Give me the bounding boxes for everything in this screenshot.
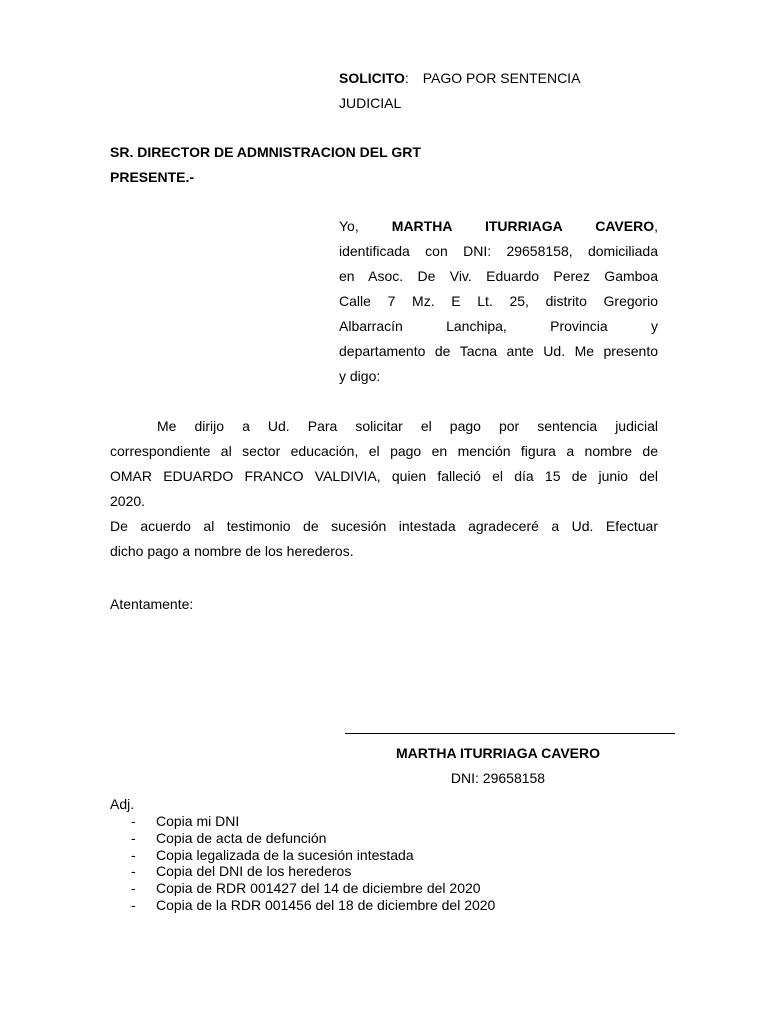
body-line-2: correspondiente al sector educación, el pago en mención figura a nombre de <box>110 443 658 459</box>
bullet-dash: - <box>131 863 136 880</box>
addressee-line-2: PRESENTE.- <box>110 169 195 185</box>
closing-text: Atentamente: <box>110 596 194 612</box>
intro-line-5: departamento de Tacna ante Ud. Me presento <box>339 343 658 359</box>
bullet-dash: - <box>131 896 136 913</box>
attachment-text: Copia de la RDR 001456 del 18 de diciembre del 2020 <box>156 896 496 913</box>
attachments-list <box>110 813 495 914</box>
body-line-4: 2020. <box>110 493 146 509</box>
bullet-dash: - <box>131 829 136 846</box>
intro-line-0 <box>339 214 658 239</box>
signature-name: MARTHA ITURRIAGA CAVERO <box>395 745 601 761</box>
attachment-text: Copia de acta de defunción <box>156 829 327 846</box>
signature-dni: DNI: 29658158 <box>450 770 546 786</box>
bullet-dash: - <box>131 846 136 863</box>
intro-line-6: y digo: <box>339 368 381 384</box>
subject-text-line-1: PAGO POR SENTENCIA <box>422 70 581 86</box>
attachment-item <box>110 863 495 880</box>
intro-yo: Yo, <box>339 218 359 234</box>
intro-comma: , <box>654 218 658 234</box>
bullet-dash: - <box>131 880 136 897</box>
addressee-line-1: SR. DIRECTOR DE ADMNISTRACION DEL GRT <box>110 144 421 160</box>
subject-text-line-2: JUDICIAL <box>339 95 402 111</box>
intro-sender-name: MARTHA ITURRIAGA CAVERO <box>391 218 655 234</box>
body-line-3: OMAR EDUARDO FRANCO VALDIVIA, quien falleció el día 15 de junio del <box>110 468 658 484</box>
subject-line-1 <box>339 66 659 91</box>
body-line-5: De acuerdo al testimonio de sucesión intestada agradeceré a Ud. Efectuar <box>110 518 658 534</box>
intro-line-1: identificada con DNI: 29658158, domiciliada <box>339 243 658 259</box>
bullet-dash: - <box>131 813 136 829</box>
body-line-6: dicho pago a nombre de los herederos. <box>110 543 354 559</box>
attachment-text: Copia legalizada de la sucesión intestada <box>156 846 414 863</box>
subject-block <box>339 66 659 116</box>
intro-line-3: Calle 7 Mz. E Lt. 25, distrito Gregorio <box>339 293 658 309</box>
subject-colon: : <box>404 70 409 86</box>
signature-line <box>345 733 675 734</box>
attachment-item <box>110 847 495 864</box>
subject-label: SOLICITO <box>339 70 405 86</box>
attachment-item <box>110 880 495 897</box>
attachment-item <box>110 830 495 847</box>
intro-paragraph <box>339 214 658 389</box>
addressee-block <box>110 140 421 190</box>
body-paragraph <box>110 414 658 564</box>
attachments-label: Adj. <box>110 796 135 812</box>
attachment-text: Copia mi DNI <box>156 813 240 829</box>
attachment-item <box>110 813 495 830</box>
intro-line-4: Albarracín Lanchipa, Provincia y <box>339 318 658 334</box>
attachment-text: Copia del DNI de los herederos <box>156 863 352 880</box>
body-line-1: Me dirijo a Ud. Para solicitar el pago por sentencia judicial <box>157 418 658 434</box>
intro-line-2: en Asoc. De Viv. Eduardo Perez Gamboa <box>339 268 658 284</box>
attachment-item <box>110 897 495 914</box>
attachment-text: Copia de RDR 001427 del 14 de diciembre del 2020 <box>156 880 481 897</box>
